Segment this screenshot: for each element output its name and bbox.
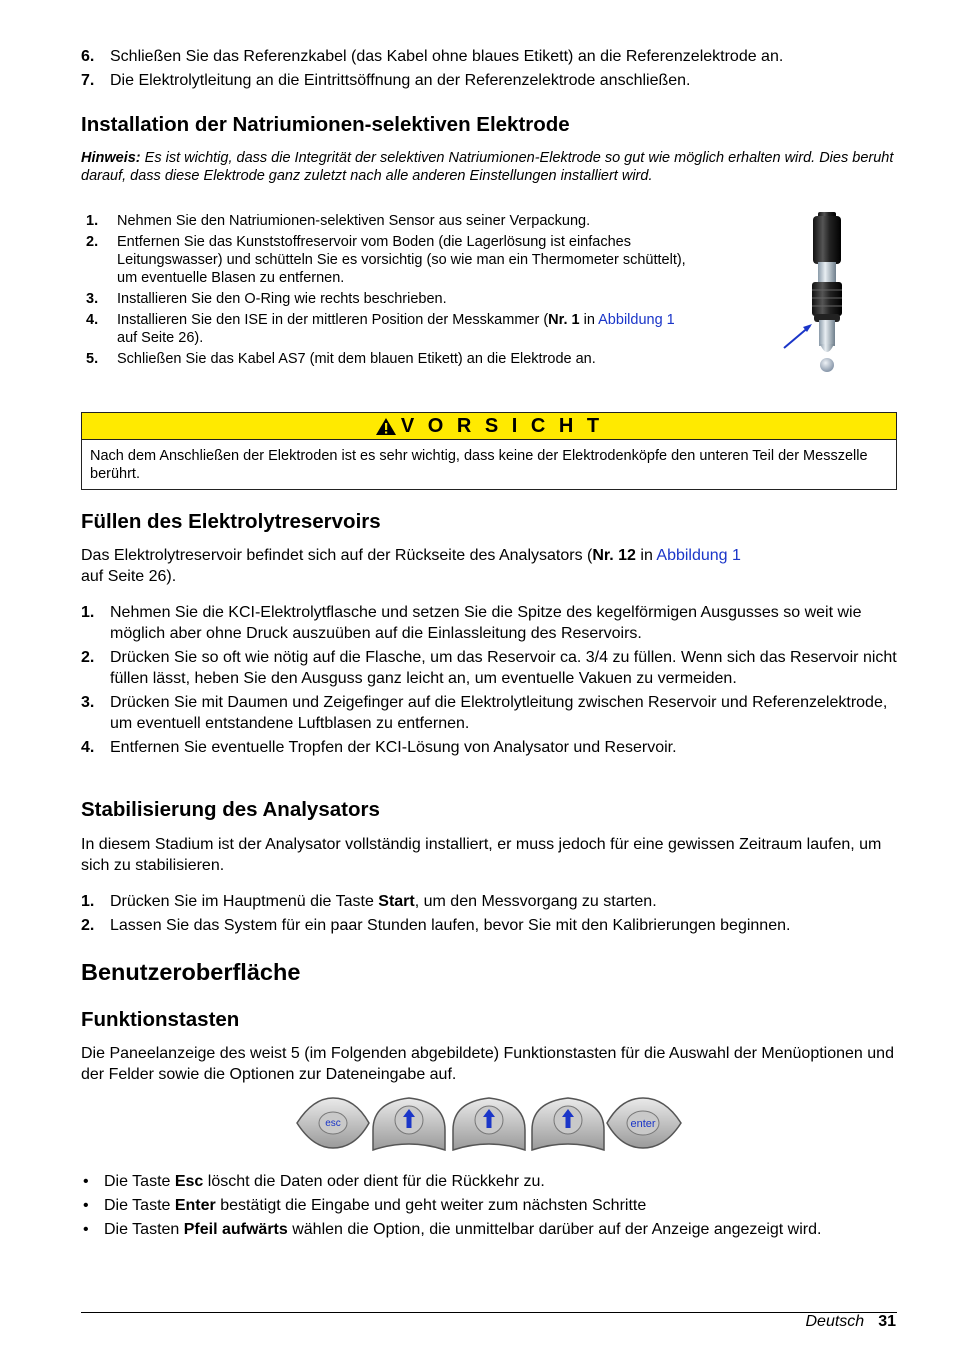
list-item: [86, 233, 696, 287]
step-number: 1.: [86, 213, 99, 229]
bullet-dot: •: [83, 1197, 89, 1214]
step-text-part: auf Seite 26).: [117, 330, 204, 346]
bullet-text-part: löscht die Daten oder dient für die Rückkehr zu.: [203, 1173, 545, 1190]
list-item: [86, 212, 696, 230]
step-text: Die Elektrolytleitung an die Eintrittsöffnung an der Referenzelektrode anschließen.: [110, 72, 691, 89]
step-text: Lassen Sie das System für ein paar Stunden laufen, bevor Sie mit den Kalibrierungen beginnen.: [110, 917, 791, 934]
list-item: [81, 1219, 901, 1240]
page-footer: [806, 1311, 897, 1332]
section-heading-function-keys: Funktionstasten: [81, 1008, 240, 1031]
section-heading-stabilization: Stabilisierung des Analysators: [81, 798, 380, 821]
step-text-part: Drücken Sie im Hauptmenü die Taste: [110, 893, 379, 910]
step-number: 7.: [81, 72, 95, 89]
key-name: Enter: [174, 1197, 216, 1214]
step-ref-number: Nr. 1: [548, 312, 580, 328]
step-text-part: Installieren Sie den ISE in der mittleren Position der Messkammer (: [117, 312, 549, 328]
function-keys-illustration: [293, 1094, 685, 1154]
list-item: [81, 602, 901, 644]
step-text: Entfernen Sie das Kunststoffreservoir vom Boden (die Lagerlösung ist einfaches Leitungswasser) und schütteln Sie es vorsichtig (so wie man ein Thermometer schüttelt), um eventuelle Blasen zu entfernen.: [117, 234, 686, 286]
step-number: 1.: [81, 604, 95, 621]
list-item: [81, 70, 901, 91]
list-item: [81, 737, 901, 758]
list-item: [86, 350, 696, 368]
step-text: Nehmen Sie den Natriumionen-selektiven Sensor aus seiner Verpackung.: [117, 213, 591, 229]
step-text: Installieren Sie den O-Ring wie rechts beschrieben.: [117, 291, 447, 307]
warning-triangle-icon: [375, 417, 397, 436]
bullet-text: [104, 1171, 545, 1192]
bullet-text-part: bestätigt die Eingabe und geht weiter zum nächsten Schritte: [215, 1197, 647, 1214]
section-heading-installation: Installation der Natriumionen-selektiven Elektrode: [81, 113, 570, 136]
caution-title: V O R S I C H T: [400, 414, 604, 437]
step-text: Entfernen Sie eventuelle Tropfen der KCI-Lösung von Analysator und Reservoir.: [110, 739, 677, 756]
step-number: 4.: [81, 739, 95, 756]
list-item: [86, 311, 696, 347]
figure-link[interactable]: Abbildung 1: [598, 312, 675, 328]
esc-key: [297, 1098, 369, 1148]
key-name: Start: [378, 893, 415, 910]
arrow-up-key: [453, 1098, 525, 1150]
footer-divider: [81, 1312, 897, 1313]
fill-step-list: [81, 602, 901, 761]
key-name: Pfeil aufwärts: [183, 1221, 288, 1238]
step-number: 2.: [81, 649, 95, 666]
fill-intro: [81, 545, 901, 587]
note-paragraph: [81, 149, 901, 185]
bullet-dot: •: [83, 1173, 89, 1190]
intro-text: auf Seite 26).: [81, 568, 177, 585]
step-number: 3.: [86, 291, 99, 307]
list-item: [81, 1171, 901, 1192]
step-number: 1.: [81, 893, 95, 910]
figure-link[interactable]: Abbildung 1: [656, 547, 741, 564]
step-text: [110, 891, 657, 912]
list-item: [81, 692, 901, 734]
intro-text: Das Elektrolytreservoir befindet sich auf der Rückseite des Analysators (: [81, 547, 593, 564]
enter-key-label: enter: [630, 1118, 656, 1130]
section-heading-fill: Füllen des Elektrolytreservoirs: [81, 510, 381, 533]
step-text-part: , um den Messvorgang zu starten.: [414, 893, 657, 910]
bullet-text-part: wählen die Option, die unmittelbar darüber auf der Anzeige angezeigt wird.: [287, 1221, 822, 1238]
intro-text: in: [635, 547, 657, 564]
note-text: Es ist wichtig, dass die Integrität der selektiven Natriumionen-Elektrode so gut wie möglich erhalten wird. Dies beruht darauf, dass diese Elektrode ganz zuletzt nach alle anderen Einstellungen installiert wird.: [81, 150, 894, 184]
bullet-text-part: Die Taste: [104, 1197, 175, 1214]
step-text: Nehmen Sie die KCI-Elektrolytflasche und setzen Sie die Spitze des kegelförmigen Ausgusses so weit wie möglich aber ohne Druck auszuüben auf die Einlassleitung des Reservoirs.: [110, 604, 862, 642]
step-number: 2.: [86, 234, 99, 250]
step-text: Schließen Sie das Kabel AS7 (mit dem blauen Etikett) an die Elektrode an.: [117, 351, 596, 367]
list-item: [86, 290, 696, 308]
continued-step-list: [81, 46, 901, 94]
page-number: 31: [878, 1313, 896, 1330]
function-keys-bullets: [81, 1171, 901, 1243]
arrow-up-key: [373, 1098, 445, 1150]
step-number: 6.: [81, 48, 95, 65]
bullet-dot: •: [83, 1221, 89, 1238]
step-number: 4.: [86, 312, 99, 328]
step-number: 3.: [81, 694, 95, 711]
chapter-heading-user-interface: Benutzeroberfläche: [81, 959, 301, 985]
caution-header: [82, 413, 896, 440]
step-text: Drücken Sie mit Daumen und Zeigefinger auf die Elektrolytleitung zwischen Reservoir und Referenzelektrode, um eventuell entstandene Luftblasen zu entfernen.: [110, 694, 888, 732]
list-item: [81, 1195, 901, 1216]
note-label: Hinweis:: [81, 150, 141, 166]
step-text-part: in: [579, 312, 599, 328]
list-item: [81, 891, 901, 912]
step-number: 5.: [86, 351, 99, 367]
arrow-up-key: [532, 1098, 604, 1150]
list-item: [81, 46, 901, 67]
esc-key-label: esc: [325, 1118, 341, 1129]
stabilization-step-list: [81, 891, 901, 939]
step-text: Drücken Sie so oft wie nötig auf die Flasche, um das Reservoir ca. 3/4 zu füllen. Wenn sich das Reservoir nicht füllen lässt, heben Sie den Ausguss ganz leicht an, um eventuelle Vakuen zu vermeiden.: [110, 649, 897, 687]
step-text: Schließen Sie das Referenzkabel (das Kabel ohne blaues Etikett) an die Referenzelektrode an.: [110, 48, 784, 65]
list-item: [81, 647, 901, 689]
bullet-text-part: Die Taste: [104, 1173, 175, 1190]
electrode-image: [776, 208, 866, 376]
caution-box: [81, 412, 897, 490]
caution-text: Nach dem Anschließen der Elektroden ist es sehr wichtig, dass keine der Elektrodenköpfe den unteren Teil der Messzelle berührt.: [90, 448, 868, 482]
bullet-text-part: Die Tasten: [104, 1221, 184, 1238]
function-keys-intro: Die Paneelanzeige des weist 5 (im Folgenden abgebildete) Funktionstasten für die Auswahl der Menüoptionen und der Felder sowie die Optionen zur Dateneingabe auf.: [81, 1045, 894, 1083]
footer-language: Deutsch: [805, 1313, 865, 1330]
install-step-list: [86, 212, 696, 371]
step-text: [117, 311, 696, 347]
intro-ref-number: Nr. 12: [592, 547, 636, 564]
step-number: 2.: [81, 917, 95, 934]
bullet-text: [104, 1195, 646, 1216]
list-item: [81, 915, 901, 936]
key-name: Esc: [174, 1173, 204, 1190]
stabilization-intro: In diesem Stadium ist der Analysator vollständig installiert, er muss jedoch für eine gewissen Zeitraum laufen, um sich zu stabilisieren.: [81, 836, 882, 874]
enter-key: [607, 1098, 681, 1148]
bullet-text: [104, 1219, 821, 1240]
